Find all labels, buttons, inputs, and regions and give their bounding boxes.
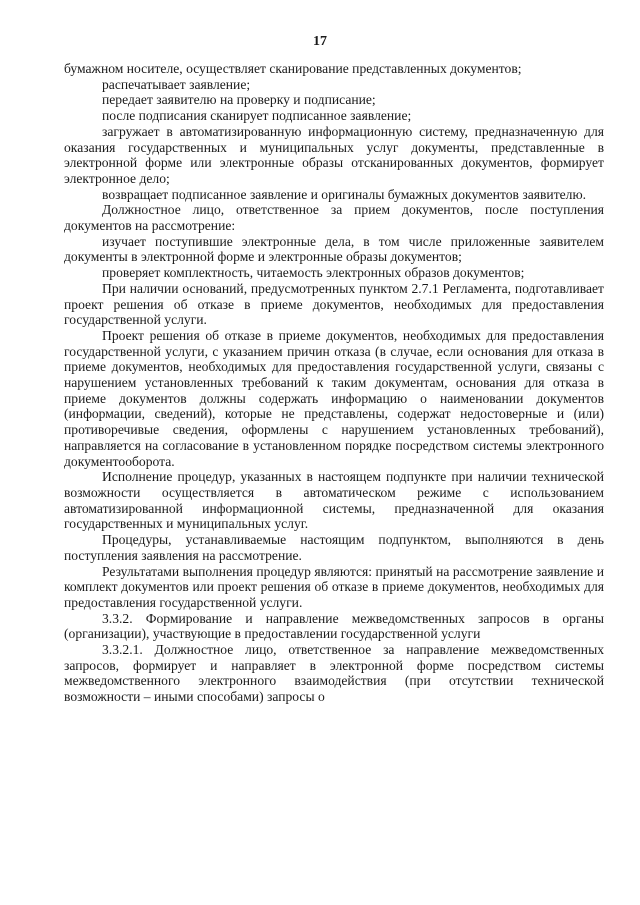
document-body — [64, 61, 604, 705]
paragraph: Должностное лицо, ответственное за прием документов, после поступления документов на рассмотрение: — [64, 202, 604, 234]
paragraph: проверяет комплектность, читаемость электронных образов документов; — [102, 265, 525, 281]
paragraph: возвращает подписанное заявление и оригиналы бумажных документов заявителю. — [102, 186, 587, 202]
paragraph: бумажном носителе, осуществляет сканирование представленных документов; — [64, 61, 522, 76]
paragraph: распечатывает заявление; — [102, 76, 251, 92]
paragraph: Проект решения об отказе в приеме документов, необходимых для предоставления государственной услуги, с указанием причин отказа (в случае, если основания для отказа в приеме документов, необходимых для предоставления государственной услуги, связаны с нарушением установленных требований к таким документам, основания для отказа в приеме документов должны содержать информацию о наименовании документов (информации, сведений), которые не представлены, содержат недостоверные и (или) противоречивые сведения, оформлены с нарушением установленных требований), направляется на согласование в установленном порядке посредством системы электронного документооборота. — [64, 327, 604, 469]
paragraph: Процедуры, устанавливаемые настоящим подпунктом, выполняются в день поступления заявления на рассмотрение. — [64, 532, 604, 563]
paragraph: Исполнение процедур, указанных в настоящем подпункте при наличии технической возможности осуществляется в автоматическом режиме с использованием автоматизированной информационной системы, предназначенной для оказания государственных и муниципальных услуг. — [64, 469, 604, 532]
page-number: 17 — [313, 34, 327, 49]
paragraph: При наличии оснований, предусмотренных пунктом 2.7.1 Регламента, подготавливает проект решения об отказе в приеме документов, необходимых для предоставления государственной услуги. — [64, 280, 604, 328]
paragraph: передает заявителю на проверку и подписание; — [102, 92, 376, 108]
paragraph: 3.3.2.1. Должностное лицо, ответственное за направление межведомственных запросов, формирует и направляет в электронной форме посредством системы межведомственного электронного взаимодействия (при отсутствии технической возможности – иными способами) запросы о — [64, 642, 604, 705]
paragraph: Результатами выполнения процедур являются: принятый на рассмотрение заявление и комплект документов или проект решения об отказе в приеме документов, необходимых для предоставления государственной услуги. — [64, 563, 604, 610]
section-heading: 3.3.2. Формирование и направление межведомственных запросов в органы (организации), участвующие в предоставлении государственной услуги — [64, 610, 604, 642]
paragraph: изучает поступившие электронные дела, в том числе приложенные заявителем документы в электронной форме и электронные образы документов; — [64, 233, 604, 265]
paragraph: после подписания сканирует подписанное заявление; — [102, 108, 412, 124]
paragraph: загружает в автоматизированную информационную систему, предназначенную для оказания государственных и муниципальных услуг документы, представленные в электронной форме или электронные образы отсканированных документов, формирует электронное дело; — [64, 123, 604, 186]
